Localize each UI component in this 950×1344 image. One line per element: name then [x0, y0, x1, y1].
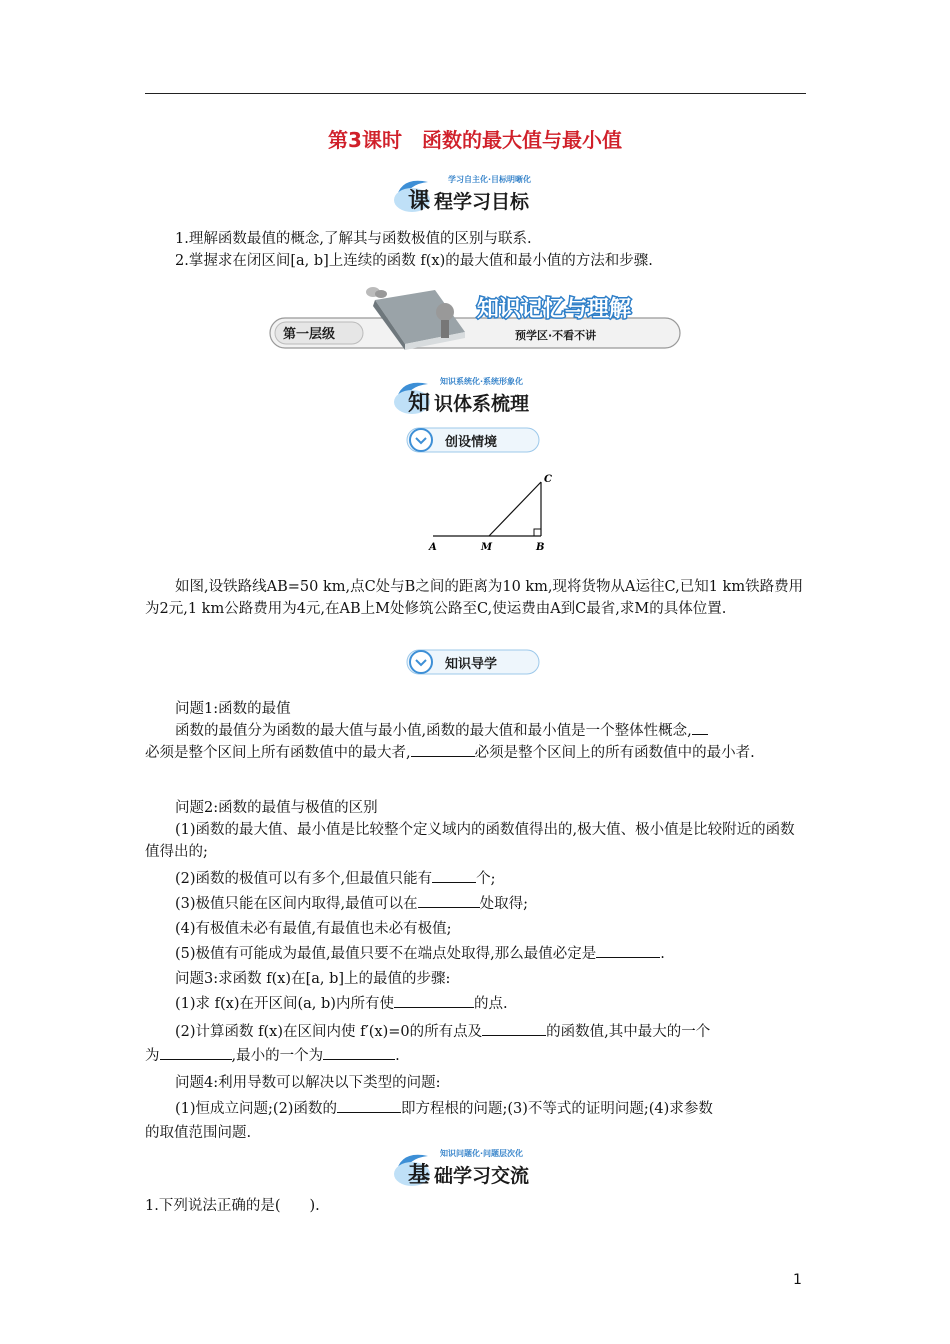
blank-min: [411, 742, 475, 757]
goals-tagline: 学习自主化·目标明晰化: [448, 175, 532, 184]
level-main: 知识记忆与理解: [477, 297, 632, 322]
blank-minimum: [323, 1045, 395, 1060]
goals-list: [145, 228, 805, 272]
system-heading: 识体系梳理: [434, 393, 530, 415]
q2-item2-b: 个;: [476, 871, 496, 887]
q4-line1-a: (1)恒成立问题;(2)函数的: [175, 1101, 337, 1117]
q2-item1: (1)函数的最大值、最小值是比较整个定义域内的函数值得出的,极大值、极小值是比较附近的函数值得出的;: [145, 822, 795, 860]
q1-line1: [175, 720, 708, 742]
q2-item2-a: (2)函数的极值可以有多个,但最值只能有: [175, 871, 433, 887]
q1-line2: [145, 742, 755, 764]
basic-big-char: 基: [408, 1163, 431, 1188]
q2-item3-b: 处取得;: [479, 896, 529, 912]
system-big-char: 知: [408, 391, 431, 416]
clock-icon: [410, 429, 432, 451]
q2-title: 问题2:函数的最值与极值的区别: [175, 800, 378, 816]
blank-count: [432, 868, 476, 883]
q3-step1: [175, 993, 508, 1015]
exercise-1: 1.下列说法正确的是( ).: [145, 1198, 320, 1214]
guide-label: 知识导学: [445, 657, 498, 672]
page-title: 第3课时 函数的最大值与最小值: [328, 128, 622, 152]
q3-step1-a: (1)求 f(x)在开区间(a, b)内所有使: [175, 996, 394, 1012]
banner-basic: [390, 1144, 570, 1190]
butterfly-icon: [366, 287, 387, 298]
blank-max: [692, 720, 708, 735]
basic-tagline: 知识问题化·问题层次化: [440, 1149, 524, 1158]
q2-item5-a: (5)极值有可能成为最值,最值只要不在端点处取得,那么最值必定是: [175, 946, 597, 962]
q3-step2-c: 为: [145, 1048, 160, 1064]
label-C: C: [544, 474, 552, 485]
label-M: M: [481, 542, 493, 553]
pill-guide: [405, 646, 545, 678]
q3-step2: [175, 1021, 710, 1043]
q3-title: 问题3:求函数 f(x)在[a, b]上的最值的步骤:: [175, 971, 451, 987]
label-B: B: [536, 542, 545, 553]
blank-where: [418, 893, 480, 908]
q2-item5: [175, 943, 665, 965]
page-number: 1: [793, 1272, 802, 1288]
system-tagline: 知识系统化·系统形象化: [440, 377, 524, 386]
q2-item4: (4)有极值未必有最值,有最值也未必有极值;: [175, 921, 452, 937]
level-badge: 第一层级: [283, 327, 336, 342]
banner-goals: [390, 170, 570, 216]
clock-icon: [410, 651, 432, 673]
label-A: A: [429, 542, 437, 553]
blank-condition: [394, 993, 474, 1008]
triangle-figure: [425, 470, 555, 556]
q1-text-c: 必须是整个区间上的所有函数值中的最小者.: [474, 745, 755, 761]
goals-big-char: 课: [408, 189, 431, 214]
header-rule: [145, 93, 806, 94]
q3-step2-e: .: [395, 1048, 400, 1064]
blank-zeros: [337, 1098, 401, 1113]
q2-item2: [175, 868, 496, 890]
q4-title: 问题4:利用导数可以解决以下类型的问题:: [175, 1075, 441, 1091]
q2-item3: [175, 893, 528, 915]
q2-item5-b: .: [660, 946, 665, 962]
level-sub: 预学区·不看不讲: [515, 329, 597, 342]
q3-step2-a: (2)计算函数 f(x)在区间内使 f′(x)=0的所有点及: [175, 1024, 483, 1040]
pill-scenario: [405, 424, 545, 456]
q4-line1: [175, 1098, 713, 1120]
scenario-text: 如图,设铁路线AB=50 km,点C处与B之间的距离为10 km,现将货物从A运往C,已知1 km铁路费用为2元,1 km公路费用为4元,在AB上M处修筑公路至C,使运费由A到C最省,求M的具体位置.: [145, 579, 804, 617]
q3-step2-d: ,最小的一个为: [231, 1048, 324, 1064]
goal-item: 1.理解函数最值的概念,了解其与函数极值的区别与联系.: [175, 231, 532, 247]
goal-item: 2.掌握求在闭区间[a, b]上连续的函数 f(x)的最大值和最小值的方法和步骤.: [175, 253, 653, 269]
q1-text-b: 必须是整个区间上所有函数值中的最大者,: [145, 745, 411, 761]
basic-heading: 础学习交流: [434, 1165, 530, 1187]
q3-step2-cont: [145, 1045, 400, 1067]
q1-title: 问题1:函数的最值: [175, 701, 291, 717]
q4-line1-b: 即方程根的问题;(3)不等式的证明问题;(4)求参数: [400, 1101, 713, 1117]
q1-text-a: 函数的最值分为函数的最大值与最小值,函数的最大值和最小值是一个整体性概念,: [175, 723, 692, 739]
goals-heading: 程学习目标: [434, 191, 530, 213]
banner-level: [265, 272, 685, 354]
banner-system: [390, 372, 570, 418]
blank-endpoints: [482, 1021, 546, 1036]
blank-extreme: [596, 943, 660, 958]
q3-step2-b: 的函数值,其中最大的一个: [546, 1024, 711, 1040]
q2-item3-a: (3)极值只能在区间内取得,最值可以在: [175, 896, 418, 912]
scenario-label: 创设情境: [445, 435, 498, 450]
q3-step1-b: 的点.: [473, 996, 508, 1012]
q4-line2: 的取值范围问题.: [145, 1125, 252, 1141]
blank-maximum: [160, 1045, 232, 1060]
